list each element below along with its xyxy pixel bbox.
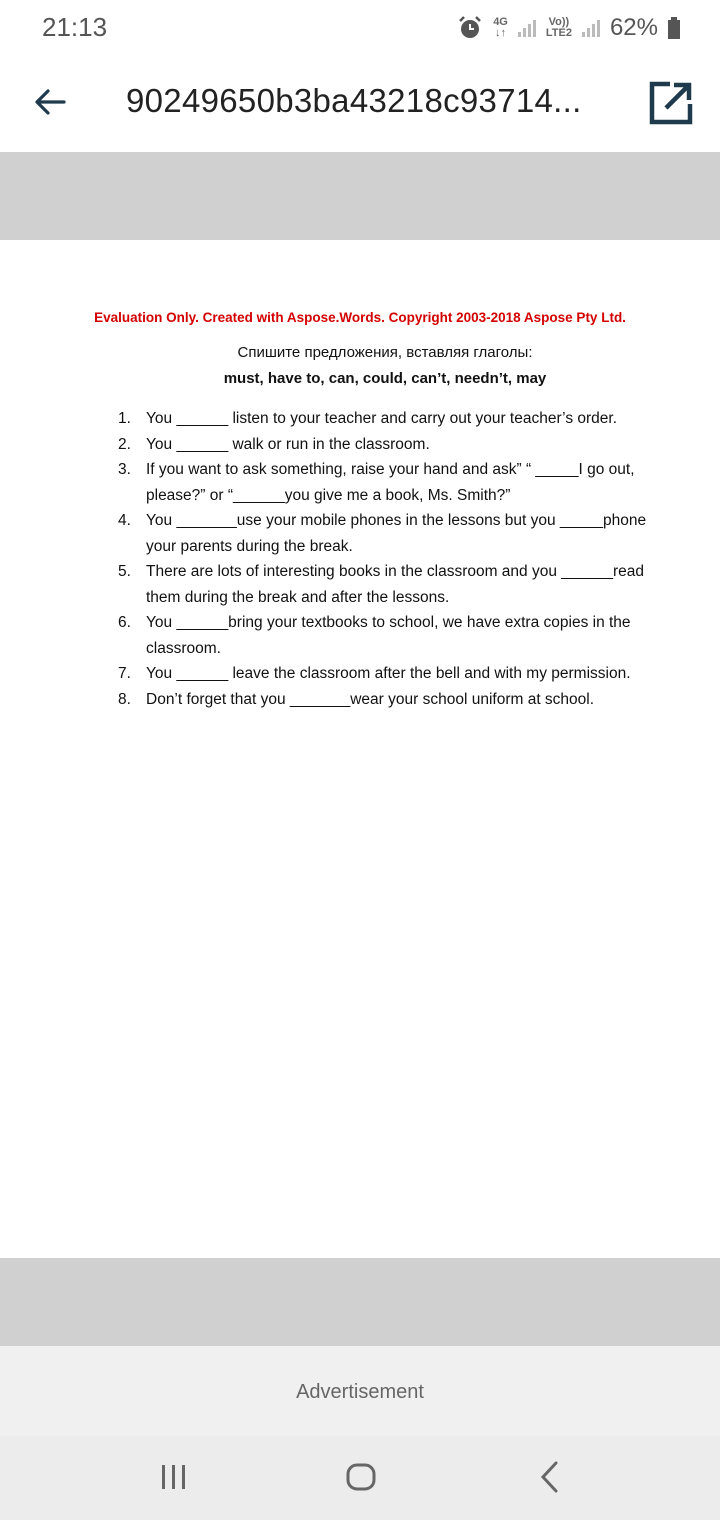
network-4g-indicator [493, 17, 508, 39]
exercise-list [118, 406, 678, 712]
item-text: You ______ walk or run in the classroom. [146, 435, 430, 453]
status-icons [457, 10, 680, 46]
exercise-instruction: Спишите предложения, вставляя глаголы: [237, 344, 533, 361]
viewer-margin-bottom [0, 1258, 720, 1346]
open-external-icon[interactable] [648, 80, 694, 126]
status-bar [0, 0, 720, 56]
item-text: You _______use your mobile phones in the lessons but you _____phone your parents during the break. [146, 512, 647, 555]
signal-strength-1-icon [518, 19, 536, 37]
lte2-label: LTE2 [545, 27, 572, 39]
item-text: There are lots of interesting books in the classroom and you ______read them during the break and after the lessons. [146, 563, 645, 606]
battery-icon [668, 17, 680, 39]
arrow-left-icon[interactable] [30, 82, 70, 122]
data-arrows-icon: ↓↑ [495, 27, 507, 39]
list-item [118, 508, 678, 559]
item-text: Don’t forget that you _______wear your school uniform at school. [146, 690, 595, 708]
volte-indicator [546, 17, 572, 39]
item-number: 6. [118, 614, 131, 631]
recent-apps-icon[interactable] [160, 1462, 188, 1492]
verb-list: must, have to, can, could, can’t, needn’t, may [223, 370, 547, 387]
item-number: 1. [118, 410, 131, 427]
battery-percent: 62% [609, 14, 658, 41]
network-4g-label: 4G [493, 16, 508, 28]
list-item [118, 406, 678, 432]
document-page[interactable] [0, 240, 720, 1258]
list-item [118, 610, 678, 661]
home-icon[interactable] [345, 1462, 377, 1492]
item-number: 4. [118, 512, 131, 529]
item-number: 2. [118, 435, 131, 453]
list-item [118, 687, 678, 713]
list-item [118, 559, 678, 610]
chevron-left-icon[interactable] [538, 1460, 562, 1494]
item-text: You ______ leave the classroom after the bell and with my permission. [146, 665, 631, 682]
system-nav-bar [0, 1436, 720, 1520]
app-bar [0, 56, 720, 152]
item-text: You ______bring your textbooks to school, we have extra copies in the classroom. [146, 614, 631, 657]
evaluation-watermark: Evaluation Only. Created with Aspose.Words. Copyright 2003-2018 Aspose Pty Ltd. [94, 310, 626, 325]
item-number: 5. [118, 563, 131, 580]
advertisement-banner[interactable] [0, 1346, 720, 1436]
advertisement-label: Advertisement [296, 1381, 424, 1403]
status-time: 21:13 [42, 12, 108, 42]
list-item [118, 661, 678, 687]
viewer-margin-top [0, 152, 720, 240]
signal-strength-2-icon [582, 19, 600, 37]
item-number: 7. [118, 665, 131, 682]
item-text: You ______ listen to your teacher and carry out your teacher’s order. [146, 410, 618, 427]
volte-label: Vo)) [548, 16, 570, 28]
list-item [118, 432, 678, 458]
item-number: 8. [118, 690, 131, 708]
item-text: If you want to ask something, raise your hand and ask” “ _____I go out, please?” or “______you give me a book, Ms. Smith?” [146, 461, 635, 504]
alarm-icon [457, 15, 483, 41]
item-number: 3. [118, 461, 131, 478]
document-title: 90249650b3ba43218c93714... [126, 82, 582, 119]
list-item [118, 457, 678, 508]
